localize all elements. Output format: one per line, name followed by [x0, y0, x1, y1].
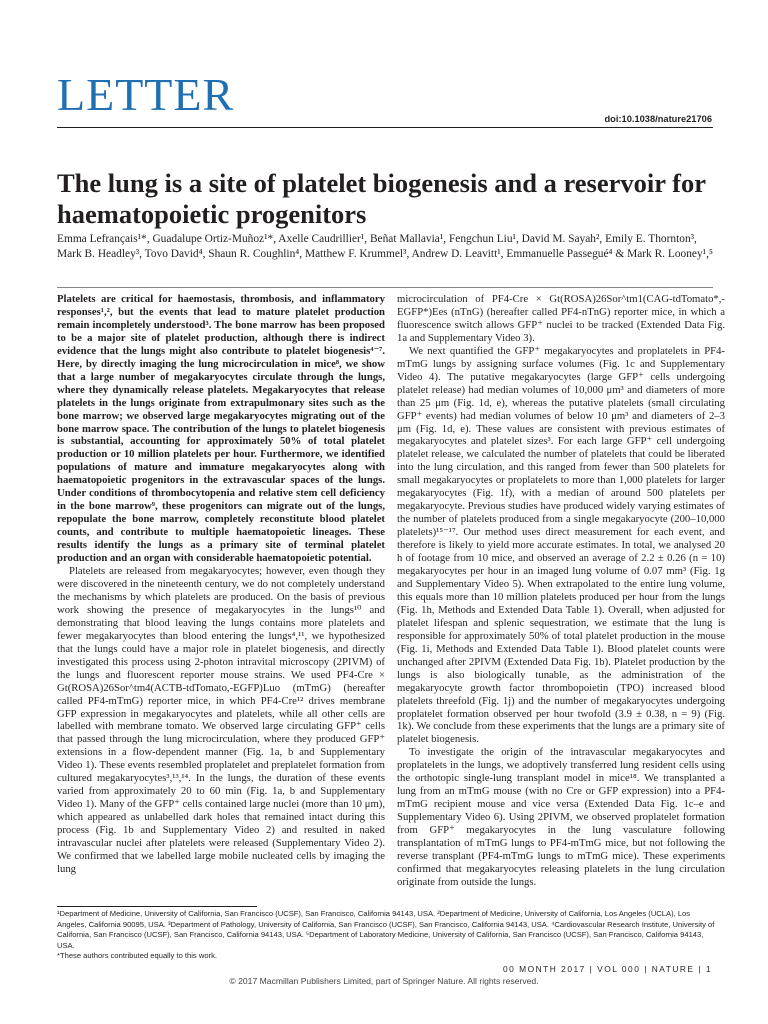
copyright-notice: © 2017 Macmillan Publishers Limited, part of Springer Nature. All rights reserved.: [229, 976, 539, 986]
affiliations-text: ¹Department of Medicine, University of California, San Francisco (UCSF), San Francisco, California 94143, USA. ²Department of Medicine, University of California, Los Angeles (UCLA), Los Angeles, California 90095, USA. ³Department of Pathology, University of California, San Francisco (UCSF), San Francisco, California 94143, USA. ⁴Cardiovascular Research Institute, University of California, San Francisco (UCSF), San Francisco, California 94143, USA. ⁵Department of Laboratory Medicine, University of California, San Francisco (UCSF), San Francisco, California 94143, USA.: [57, 909, 715, 950]
abstract-paragraph: Platelets are critical for haemostasis, thrombosis, and inflammatory responses¹,², but the events that lead to mature platelet production remain incompletely understood³. The bone marrow has been proposed to be a major site of platelet production, although there is indirect evidence that the lungs might also contribute to platelet biogenesis⁴⁻⁷. Here, by directly imaging the lung microcirculation in mice⁸, we show that a large number of megakaryocytes circulate through the lungs, where they dynamically release platelets. Megakaryocytes that release platelets in the lungs originate from extrapulmonary sites such as the bone marrow; we observed large megakaryocytes migrating out of the bone marrow space. The contribution of the lungs to platelet biogenesis is substantial, accounting for approximately 50% of total platelet production or 10 million platelets per hour. Furthermore, we identified populations of mature and immature megakaryocytes along with haematopoietic progenitors in the extravascular spaces of the lungs. Under conditions of thrombocytopenia and relative stem cell deficiency in the bone marrow⁹, these progenitors can migrate out of the lungs, repopulate the bone marrow, completely reconstitute blood platelet counts, and contribute to multiple haematopoietic lineages. These results identify the lungs as a primary site of terminal platelet production and an organ with considerable haematopoietic potential.: [57, 293, 385, 565]
body-paragraph-continuation: microcirculation of PF4-Cre × Gt(ROSA)26Sor^tm1(CAG-tdTomato*,-EGFP*)Ees (nTnG) (hereafter called PF4-nTnG) reporter mice, in which a fluorescence switch allows GFP⁺ nuclei to be tracked (Extended Data Fig. 1a and Supplementary Video 3).: [397, 293, 725, 344]
title-divider: [57, 287, 713, 288]
body-paragraph: Platelets are released from megakaryocytes; however, even though they were discovered in the nineteenth century, we do not completely understand the mechanisms by which platelets are produced. On the basis of previous work showing the presence of megakaryocytes in the lungs¹⁰ and demonstrating that blood leaving the lungs contains more platelets and fewer megakaryocytes than blood entering the lungs⁴,¹¹, we hypothesized that the lungs could have a major role in platelet biogenesis, and directly investigated this process using 2-photon intravital microscopy (2PIVM) of the lungs and fluorescent reporter mouse strains. We used PF4-Cre × Gt(ROSA)26Sor^tm4(ACTB-tdTomato,-EGFP)Luo (mTmG) (hereafter called PF4-mTmG) reporter mice, in which PF4-Cre¹² drives membrane GFP expression in megakaryocytes and platelets, while all other cells are labelled with membrane tomato. We observed large circulating GFP⁺ cells that passed through the lung microcirculation, where they produced GFP⁺ extensions in a flow-dependent manner (Fig. 1a, b and Supplementary Video 1). These events resembled proplatelet and preplatelet formation from cultured megakaryocytes³,¹³,¹⁴. In the lungs, the duration of these events varied from approximately 20 to 60 min (Fig. 1a, b and Supplementary Video 1). Many of the GFP⁺ cells contained large nuclei (more than 10 μm), which appeared as unlabelled dark holes that remained intact during this process (Fig. 1b and Supplementary Video 2) and resulted in naked intravascular nuclei after platelets were released (Supplementary Video 2). We confirmed that we labelled large mobile nucleated cells by imaging the lung: [57, 565, 385, 875]
footnotes: [57, 909, 717, 962]
doi-label[interactable]: doi:10.1038/nature21706: [604, 114, 712, 124]
page-info: 00 MONTH 2017 | VOL 000 | NATURE | 1: [502, 964, 712, 974]
footnote-rule: [57, 906, 257, 907]
author-list: Emma Lefrançais¹*, Guadalupe Ortiz-Muñoz¹*, Axelle Caudrillier¹, Beñat Mallavia¹, Fengchun Liu¹, David M. Sayah², Emily E. Thornton³, Mark B. Headley³, Tovo David⁴, Shaun R. Coughlin⁴, Matthew F. Krummel³, Andrew D. Leavitt¹, Emmanuelle Passegué⁴ & Mark R. Looney¹,⁵: [57, 233, 713, 260]
article-title: The lung is a site of platelet biogenesis and a reservoir for haematopoietic progenitors: [57, 168, 706, 229]
body-paragraph: To investigate the origin of the intravascular megakaryocytes and proplatelets in the lungs, we adoptively transferred lung resident cells using the orthotopic single-lung transplant model in mice¹⁸. We transplanted a lung from an mTmG mouse (with no Cre or GFP expression) into a PF4-mTmG recipient mouse and vice versa (Extended Data Fig. 1c–e and Supplementary Video 6). Using 2PIVM, we observed proplatelet formation from GFP⁺ megakaryocytes in the lung vasculature following transplantation of mTmG lungs to PF4-mTmG mice, but not following the reverse transplant (PF4-mTmG lungs to mTmG mice). These experiments confirmed that megakaryocytes releasing platelets in the lung circulation originate from outside the lungs.: [397, 746, 725, 888]
right-column: [397, 293, 725, 889]
section-heading: LETTER: [57, 69, 235, 120]
body-paragraph: We next quantified the GFP⁺ megakaryocytes and proplatelets in PF4-mTmG lungs by assigning surface volumes (Fig. 1c and Supplementary Video 4). The putative megakaryocytes (large GFP⁺ cells undergoing platelet release) had median volumes of 10,000 μm³ and diameters of more than 25 μm (Fig. 1d, e), whereas the putative platelets (small circulating GFP⁺ events) had median volumes of below 10 μm³ and diameters of 2–3 μm (Fig. 1d, e). These values are consistent with previous estimates of megakaryocytes and platelet sizes³. For each large GFP⁺ cell undergoing platelet release, we calculated the number of platelets that could be liberated into the lung circulation, and this ranged from fewer than 500 platelets for small megakaryocytes or proplatelets to more than 1,000 platelets for larger megakaryocytes (Fig. 1f), with a median of around 500 platelets per megakaryocyte. Previous studies have produced widely varying estimates of the number of platelets produced from a single megakaryocyte (200–10,000 platelets)¹⁵⁻¹⁷. Our method uses direct measurement for each event, and therefore is likely to yield more accurate estimates. In total, we analysed 20 h of footage from 10 mice, and observed an average of 2.2 ± 0.26 (n = 10) megakaryocytes per hour in an imaged lung volume of 0.07 mm³ (Fig. 1g and Supplementary Video 5). When extrapolated to the entire lung volume, this equals more than 10 million platelets produced per hour from the lungs (Fig. 1h, Methods and Extended Data Table 1). Overall, when adjusted for platelet lifespan and splenic sequestration, we estimate that the lung is responsible for approximately 50% of total platelet production in the mouse (Fig. 1i, Methods and Extended Data Table 1). Blood platelet counts were unchanged after 2PIVM (Extended Data Fig. 1b). Platelet production by the lungs is also biologically tunable, as the administration of the megakaryocyte growth factor thrombopoietin (TPO) increased blood platelets threefold (Fig. 1j) and the number of megakaryocytes undergoing proplatelet formation observed per hour twofold (3.9 ± 0.38, n = 9) (Fig. 1k). We conclude from these experiments that the lungs are a primary site of platelet biogenesis.: [397, 344, 725, 746]
equal-contribution-note: *These authors contributed equally to this work.: [57, 951, 217, 961]
header-rule: [57, 127, 713, 128]
left-column: [57, 293, 385, 876]
